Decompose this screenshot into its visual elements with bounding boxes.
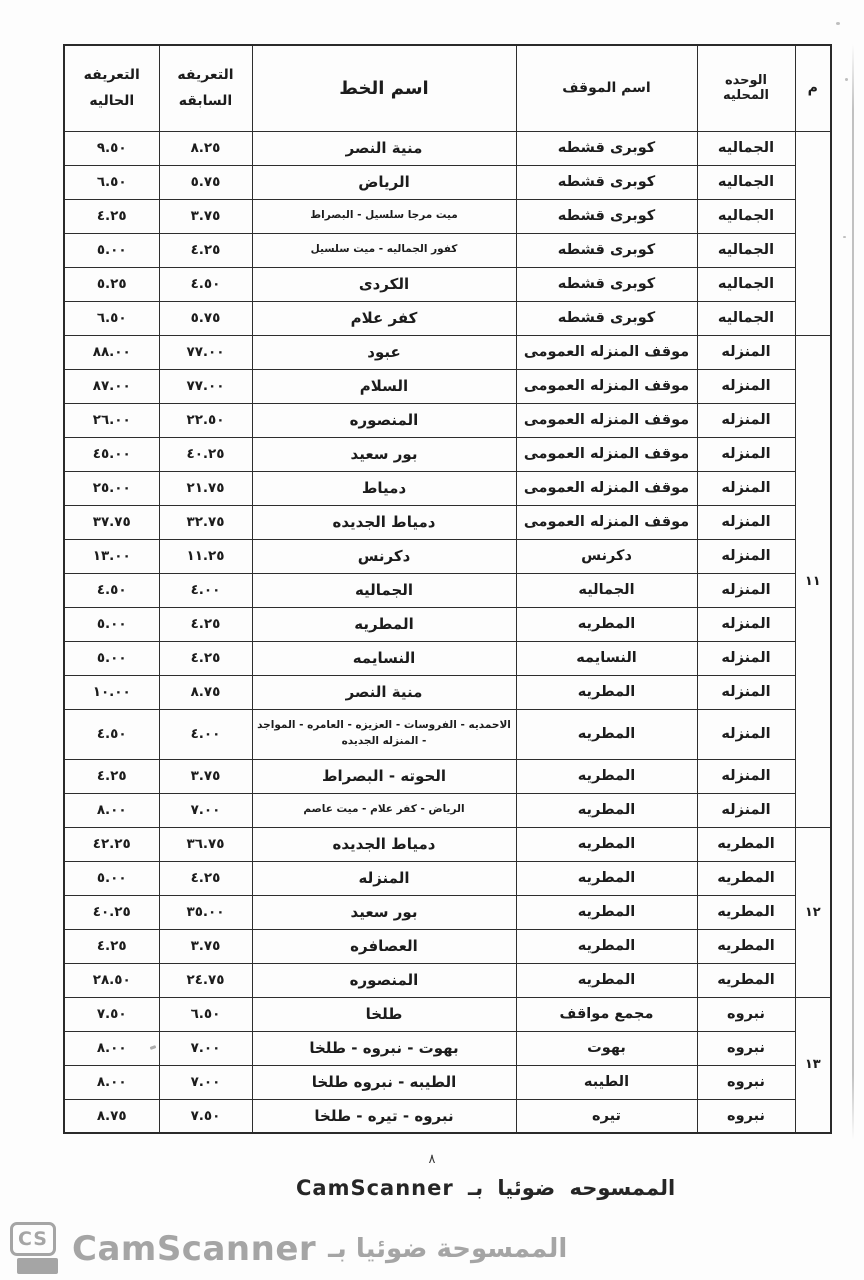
previous-tariff-cell: ٧.٠٠	[159, 1031, 252, 1065]
previous-tariff-cell: ٤.٢٥	[159, 233, 252, 267]
local-unit-cell: نبروه	[697, 997, 795, 1031]
current-tariff-cell: ٤.٥٠	[64, 573, 159, 607]
line-name-cell: بور سعيد	[252, 895, 516, 929]
previous-tariff-cell: ٤.٢٥	[159, 607, 252, 641]
previous-tariff-cell: ٧٧.٠٠	[159, 369, 252, 403]
camscanner-logo-bar	[17, 1258, 58, 1274]
current-tariff-cell: ٨.٠٠	[64, 793, 159, 827]
current-tariff-cell: ٢٦.٠٠	[64, 403, 159, 437]
current-tariff-cell: ٤.٥٠	[64, 709, 159, 759]
header-line-name: اسم الخط	[252, 45, 516, 131]
local-unit-cell: نبروه	[697, 1031, 795, 1065]
line-name-cell: كفر علام	[252, 301, 516, 335]
line-name-cell: النسايمه	[252, 641, 516, 675]
stop-name-cell: موقف المنزله العمومى	[516, 403, 697, 437]
stop-name-cell: موقف المنزله العمومى	[516, 369, 697, 403]
group-number-cell: ١١	[795, 335, 831, 827]
local-unit-cell: المنزله	[697, 437, 795, 471]
stop-name-cell: المطريه	[516, 929, 697, 963]
scan-speck	[836, 22, 840, 25]
table-row	[64, 963, 831, 997]
current-tariff-cell: ٣٧.٧٥	[64, 505, 159, 539]
stop-name-cell: المطريه	[516, 793, 697, 827]
line-name-cell: منية النصر	[252, 131, 516, 165]
stop-name-cell: كوبرى قشطه	[516, 131, 697, 165]
stop-name-cell: موقف المنزله العمومى	[516, 335, 697, 369]
local-unit-cell: المنزله	[697, 607, 795, 641]
table-row	[64, 573, 831, 607]
line-name-cell: الجماليه	[252, 573, 516, 607]
stop-name-cell: موقف المنزله العمومى	[516, 437, 697, 471]
fare-table-header	[64, 45, 831, 131]
table-row	[64, 267, 831, 301]
table-row	[64, 827, 831, 861]
current-tariff-cell: ٨.٠٠	[64, 1031, 159, 1065]
stop-name-cell: الجماليه	[516, 573, 697, 607]
current-tariff-cell: ٥.٠٠	[64, 233, 159, 267]
table-row	[64, 403, 831, 437]
previous-tariff-cell: ٧.٠٠	[159, 1065, 252, 1099]
current-tariff-cell: ٢٨.٥٠	[64, 963, 159, 997]
line-name-cell: الرياض	[252, 165, 516, 199]
previous-tariff-cell: ٨.٧٥	[159, 675, 252, 709]
line-name-cell: دكرنس	[252, 539, 516, 573]
header-row	[64, 45, 831, 131]
local-unit-cell: المنزله	[697, 539, 795, 573]
header-stop-name: اسم الموقف	[516, 45, 697, 131]
previous-tariff-cell: ٤٠.٢٥	[159, 437, 252, 471]
table-row	[64, 505, 831, 539]
table-row	[64, 165, 831, 199]
local-unit-cell: المنزله	[697, 369, 795, 403]
camscanner-logo-box: CS	[10, 1222, 56, 1256]
local-unit-cell: المنزله	[697, 641, 795, 675]
table-row	[64, 997, 831, 1031]
line-name-cell: الطيبه - نبروه طلخا	[252, 1065, 516, 1099]
current-tariff-cell: ٦.٥٠	[64, 301, 159, 335]
current-tariff-cell: ٧.٥٠	[64, 997, 159, 1031]
local-unit-cell: المطريه	[697, 827, 795, 861]
previous-tariff-cell: ٥.٧٥	[159, 165, 252, 199]
group-number-cell: ١٢	[795, 827, 831, 997]
local-unit-cell: الجماليه	[697, 267, 795, 301]
stop-name-cell: المطريه	[516, 675, 697, 709]
scan-edge-line	[852, 44, 854, 1140]
previous-tariff-cell: ٣٦.٧٥	[159, 827, 252, 861]
current-tariff-cell: ٤.٢٥	[64, 929, 159, 963]
scan-speck	[843, 236, 846, 238]
previous-tariff-cell: ٣.٧٥	[159, 929, 252, 963]
previous-tariff-cell: ٣.٧٥	[159, 199, 252, 233]
previous-tariff-cell: ٢٢.٥٠	[159, 403, 252, 437]
stop-name-cell: دكرنس	[516, 539, 697, 573]
stop-name-cell: النسايمه	[516, 641, 697, 675]
stop-name-cell: كوبرى قشطه	[516, 165, 697, 199]
local-unit-cell: الجماليه	[697, 165, 795, 199]
current-tariff-cell: ٨.٧٥	[64, 1099, 159, 1133]
line-name-cell: طلخا	[252, 997, 516, 1031]
line-name-cell: الاحمديه - الفروسات - العزيزه - العامره - المواجد - المنزله الجديده	[252, 709, 516, 759]
current-tariff-cell: ٥.٠٠	[64, 641, 159, 675]
previous-tariff-cell: ٤.٠٠	[159, 573, 252, 607]
camscanner-logo-icon	[10, 1222, 60, 1276]
table-row	[64, 607, 831, 641]
line-name-cell: الكردى	[252, 267, 516, 301]
previous-tariff-cell: ٧.٥٠	[159, 1099, 252, 1133]
previous-tariff-cell: ٥.٧٥	[159, 301, 252, 335]
header-number: م	[795, 45, 831, 131]
table-row	[64, 233, 831, 267]
fare-table-body	[64, 131, 831, 1133]
local-unit-cell: المطريه	[697, 963, 795, 997]
header-local-unit: الوحده المحليه	[697, 45, 795, 131]
stop-name-cell: المطريه	[516, 827, 697, 861]
stop-name-cell: المطريه	[516, 607, 697, 641]
table-row	[64, 861, 831, 895]
local-unit-cell: الجماليه	[697, 233, 795, 267]
page-number: ٨	[428, 1152, 436, 1167]
previous-tariff-cell: ٦.٥٠	[159, 997, 252, 1031]
stop-name-cell: المطريه	[516, 861, 697, 895]
table-row	[64, 641, 831, 675]
line-name-cell: بهوت - نبروه - طلخا	[252, 1031, 516, 1065]
line-name-cell: ميت مرجا سلسيل - البصراط	[252, 199, 516, 233]
stop-name-cell: موقف المنزله العمومى	[516, 505, 697, 539]
stop-name-cell: كوبرى قشطه	[516, 199, 697, 233]
line-name-cell: منية النصر	[252, 675, 516, 709]
line-name-cell: بور سعيد	[252, 437, 516, 471]
previous-tariff-cell: ٣٢.٧٥	[159, 505, 252, 539]
local-unit-cell: المنزله	[697, 573, 795, 607]
current-tariff-cell: ٥.٠٠	[64, 607, 159, 641]
line-name-cell: المنصوره	[252, 963, 516, 997]
line-name-cell: عبود	[252, 335, 516, 369]
table-row	[64, 1031, 831, 1065]
current-tariff-cell: ٦.٥٠	[64, 165, 159, 199]
previous-tariff-cell: ٧.٠٠	[159, 793, 252, 827]
local-unit-cell: المنزله	[697, 471, 795, 505]
stop-name-cell: المطريه	[516, 895, 697, 929]
table-row	[64, 709, 831, 759]
current-tariff-cell: ٨٧.٠٠	[64, 369, 159, 403]
stop-name-cell: مجمع مواقف	[516, 997, 697, 1031]
line-name-cell: المنصوره	[252, 403, 516, 437]
stop-name-cell: كوبرى قشطه	[516, 301, 697, 335]
previous-tariff-cell: ١١.٢٥	[159, 539, 252, 573]
previous-tariff-cell: ٧٧.٠٠	[159, 335, 252, 369]
current-tariff-cell: ٤٠.٢٥	[64, 895, 159, 929]
local-unit-cell: المنزله	[697, 709, 795, 759]
current-tariff-cell: ٤.٢٥	[64, 759, 159, 793]
table-row	[64, 759, 831, 793]
line-name-cell: العصافره	[252, 929, 516, 963]
table-row	[64, 131, 831, 165]
line-name-cell: نبروه - تيره - طلخا	[252, 1099, 516, 1133]
current-tariff-cell: ٤٢.٢٥	[64, 827, 159, 861]
current-tariff-cell: ٨٨.٠٠	[64, 335, 159, 369]
table-row	[64, 437, 831, 471]
table-row	[64, 369, 831, 403]
previous-tariff-cell: ٣٥.٠٠	[159, 895, 252, 929]
previous-tariff-cell: ٣.٧٥	[159, 759, 252, 793]
current-tariff-cell: ٥.٠٠	[64, 861, 159, 895]
stop-name-cell: المطريه	[516, 963, 697, 997]
stop-name-cell: الطيبه	[516, 1065, 697, 1099]
table-row	[64, 675, 831, 709]
line-name-cell: المطريه	[252, 607, 516, 641]
previous-tariff-cell: ٤.٥٠	[159, 267, 252, 301]
line-name-cell: كفور الجماليه - ميت سلسيل	[252, 233, 516, 267]
current-tariff-cell: ٢٥.٠٠	[64, 471, 159, 505]
table-row	[64, 471, 831, 505]
previous-tariff-cell: ٤.٢٥	[159, 861, 252, 895]
local-unit-cell: المنزله	[697, 403, 795, 437]
current-tariff-cell: ٥.٢٥	[64, 267, 159, 301]
group-number-cell	[795, 131, 831, 335]
previous-tariff-cell: ٤.٠٠	[159, 709, 252, 759]
local-unit-cell: المنزله	[697, 793, 795, 827]
local-unit-cell: الجماليه	[697, 301, 795, 335]
local-unit-cell: الجماليه	[697, 131, 795, 165]
table-row	[64, 1099, 831, 1133]
local-unit-cell: المطريه	[697, 929, 795, 963]
table-row	[64, 301, 831, 335]
stop-name-cell: تيره	[516, 1099, 697, 1133]
local-unit-cell: نبروه	[697, 1099, 795, 1133]
current-tariff-cell: ٩.٥٠	[64, 131, 159, 165]
stop-name-cell: المطريه	[516, 759, 697, 793]
line-name-cell: الحوته - البصراط	[252, 759, 516, 793]
table-row	[64, 1065, 831, 1099]
current-tariff-cell: ١٣.٠٠	[64, 539, 159, 573]
fare-table	[63, 44, 832, 1134]
current-tariff-cell: ٤.٢٥	[64, 199, 159, 233]
local-unit-cell: المطريه	[697, 895, 795, 929]
stop-name-cell: كوبرى قشطه	[516, 233, 697, 267]
current-tariff-cell: ٤٥.٠٠	[64, 437, 159, 471]
table-row	[64, 199, 831, 233]
camscanner-brand-text: CamScanner	[72, 1229, 317, 1269]
header-current-tariff: التعريفه الحاليه	[64, 45, 159, 131]
local-unit-cell: المطريه	[697, 861, 795, 895]
line-name-cell: المنزله	[252, 861, 516, 895]
group-number-cell: ١٣	[795, 997, 831, 1133]
current-tariff-cell: ١٠.٠٠	[64, 675, 159, 709]
camscanner-arabic-text: الممسوحة ضوئيا بـ	[328, 1234, 568, 1264]
header-previous-tariff: التعريفه السابقه	[159, 45, 252, 131]
previous-tariff-cell: ٢١.٧٥	[159, 471, 252, 505]
table-row	[64, 929, 831, 963]
local-unit-cell: المنزله	[697, 759, 795, 793]
previous-tariff-cell: ٤.٢٥	[159, 641, 252, 675]
local-unit-cell: الجماليه	[697, 199, 795, 233]
local-unit-cell: المنزله	[697, 675, 795, 709]
scan-speck	[845, 78, 848, 81]
stop-name-cell: المطريه	[516, 709, 697, 759]
camscanner-handwritten-watermark: الممسوحه ضوئيا بـ CamScanner	[296, 1176, 676, 1200]
current-tariff-cell: ٨.٠٠	[64, 1065, 159, 1099]
stop-name-cell: كوبرى قشطه	[516, 267, 697, 301]
stop-name-cell: بهوت	[516, 1031, 697, 1065]
previous-tariff-cell: ٢٤.٧٥	[159, 963, 252, 997]
table-row	[64, 539, 831, 573]
previous-tariff-cell: ٨.٢٥	[159, 131, 252, 165]
table-row	[64, 793, 831, 827]
line-name-cell: دمياط الجديده	[252, 505, 516, 539]
line-name-cell: دمياط الجديده	[252, 827, 516, 861]
line-name-cell: دمياط	[252, 471, 516, 505]
stop-name-cell: موقف المنزله العمومى	[516, 471, 697, 505]
camscanner-footer	[10, 1222, 567, 1276]
local-unit-cell: نبروه	[697, 1065, 795, 1099]
local-unit-cell: المنزله	[697, 505, 795, 539]
line-name-cell: السلام	[252, 369, 516, 403]
table-row	[64, 895, 831, 929]
local-unit-cell: المنزله	[697, 335, 795, 369]
table-row	[64, 335, 831, 369]
line-name-cell: الرياض - كفر علام - ميت عاصم	[252, 793, 516, 827]
